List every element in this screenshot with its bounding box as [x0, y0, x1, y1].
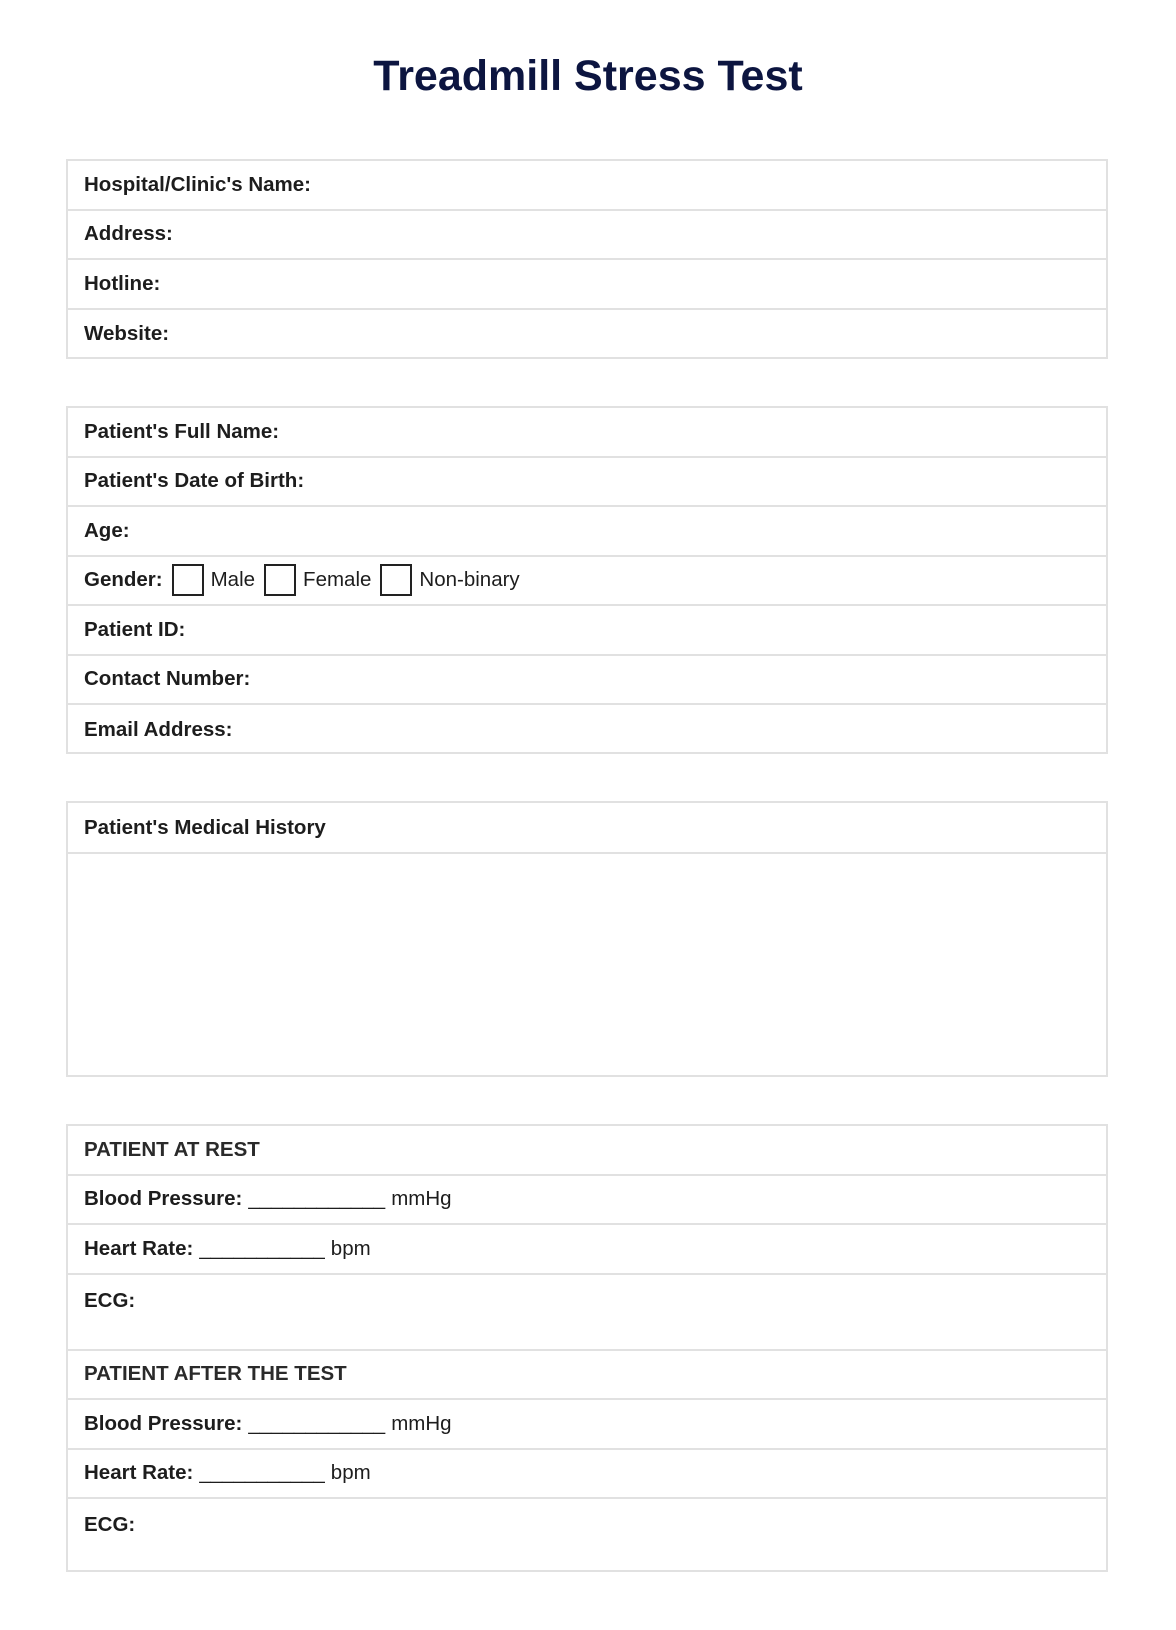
blank-line: ___________	[199, 1236, 325, 1260]
rest-bp-field[interactable]	[68, 1176, 1106, 1226]
field-label: Address:	[84, 222, 173, 246]
section-heading: Patient's Medical History	[84, 815, 326, 839]
field-label: Patient ID:	[84, 617, 186, 641]
contact-field[interactable]	[68, 656, 1106, 706]
age-field[interactable]	[68, 507, 1106, 557]
field-label: Blood Pressure:	[84, 1411, 243, 1435]
patient-id-field[interactable]	[68, 606, 1106, 656]
dob-field[interactable]	[68, 458, 1106, 508]
male-checkbox[interactable]	[172, 564, 204, 596]
blank-line: ____________	[248, 1411, 386, 1435]
field-label: Hotline:	[84, 271, 161, 295]
female-checkbox[interactable]	[264, 564, 296, 596]
option-label: Female	[303, 568, 372, 592]
patient-info-table	[66, 406, 1108, 754]
clinic-name-field[interactable]	[68, 161, 1106, 211]
email-field[interactable]	[68, 705, 1106, 755]
full-name-field[interactable]	[68, 408, 1106, 458]
unit-label: mmHg	[391, 1411, 452, 1435]
blank-line: ____________	[248, 1187, 386, 1211]
field-label: Heart Rate:	[84, 1461, 194, 1485]
field-label: Patient's Full Name:	[84, 419, 280, 443]
unit-label: bpm	[330, 1461, 371, 1485]
hotline-field[interactable]	[68, 260, 1106, 310]
address-field[interactable]	[68, 211, 1106, 261]
option-label: Male	[210, 568, 256, 592]
non-binary-checkbox[interactable]	[380, 564, 412, 596]
option-label: Non-binary	[419, 568, 520, 592]
blank-line: ___________	[199, 1461, 325, 1485]
vitals-table	[66, 1124, 1108, 1572]
unit-label: bpm	[330, 1236, 371, 1260]
field-label: Heart Rate:	[84, 1236, 194, 1260]
unit-label: mmHg	[391, 1187, 452, 1211]
after-ecg-field[interactable]	[68, 1499, 1106, 1571]
field-label: Age:	[84, 518, 130, 542]
field-label: Hospital/Clinic's Name:	[84, 172, 312, 196]
medical-history-textarea[interactable]	[68, 854, 1106, 1074]
field-label: ECG:	[84, 1288, 136, 1312]
field-label: Contact Number:	[84, 667, 251, 691]
rest-ecg-field[interactable]	[68, 1275, 1106, 1351]
after-bp-field[interactable]	[68, 1400, 1106, 1450]
medical-history-header	[68, 803, 1106, 854]
rest-header	[68, 1126, 1106, 1176]
medical-history-section	[66, 801, 1108, 1077]
field-label: Email Address:	[84, 717, 233, 741]
section-heading: PATIENT AFTER THE TEST	[84, 1362, 347, 1386]
website-field[interactable]	[68, 310, 1106, 360]
field-label: ECG:	[84, 1513, 136, 1536]
gender-field	[68, 557, 1106, 607]
field-label: Blood Pressure:	[84, 1187, 243, 1211]
field-label: Patient's Date of Birth:	[84, 469, 305, 493]
page-title: Treadmill Stress Test	[373, 52, 803, 100]
clinic-info-table	[66, 159, 1108, 359]
field-label: Gender:	[84, 568, 163, 592]
field-label: Website:	[84, 322, 170, 346]
after-hr-field[interactable]	[68, 1450, 1106, 1500]
rest-hr-field[interactable]	[68, 1225, 1106, 1275]
section-heading: PATIENT AT REST	[84, 1137, 260, 1161]
after-header	[68, 1351, 1106, 1401]
